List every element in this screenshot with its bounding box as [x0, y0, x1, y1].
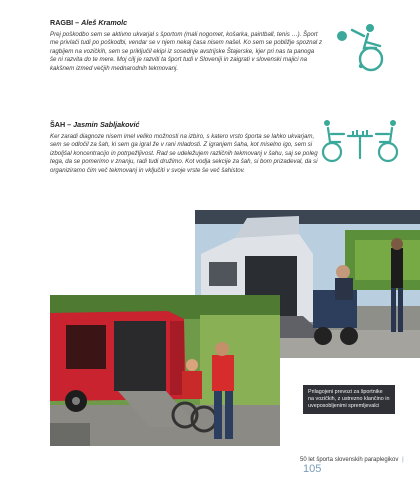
chess-heading-label: ŠAH –	[50, 120, 74, 129]
footer-text: 50 let športa slovenskih paraplegikov	[300, 457, 399, 463]
wheelchair-rugby-icon	[330, 22, 394, 74]
rugby-heading-label: RAGBI –	[50, 18, 82, 27]
page-number: 105	[303, 463, 322, 475]
chess-author: Jasmin Sabljaković	[73, 120, 140, 129]
page-footer	[300, 457, 420, 475]
rugby-heading	[50, 18, 127, 27]
chess-text: Ker zaradi diagnoze nisem imel veliko možnosti na izbiro, s katero vrsto športa se lahko ukvarjam, sem se odločil za šah, ki sem ga igral že v rani mladosti. Z igranjem šaha, kot miselno igo, sem si izboljšal koncentracijo in potrpežljivost. Rad se udeležujem različnih tekmovanj v šahu, saj se poleg tega, da se pomerimo v znanju, radi tudi družimo. Kot vodja sekcije za šah, si bom prizadeval, da si organiziramo čim več tekmovanj in vključiti v svoje vrste še več šahistov.	[50, 133, 318, 174]
rugby-author: Aleš Kramolc	[81, 18, 128, 27]
chess-heading	[50, 120, 140, 129]
footer-separator: |	[402, 457, 404, 463]
photo-red-van-ramp	[50, 295, 280, 446]
rugby-text: Prej poškodbo sem se aktivno ukvarjal s športom (mali nogomet, košarka, paintball, tenis …). Šport me privlači tudi po poškodbi, vendar se v njem nekaj časa nisem našel. Ko sem se pobližje spoznal z ragbijem na vozičkih, sem se priključil ekipi iz sosednje avstrijske Štajerske, kjer pri nas ta panoga še ni razvita do te mere. Moj cilj je razviti ta šport tudi v Sloveniji in zaigrati v slovenski majici na kakšnem izmed večjih mednarodnih tekmovanj.	[50, 31, 322, 72]
wheelchair-chess-icon	[320, 120, 400, 164]
photo-caption: Prilagojeni prevozi za športnike na vozičkih, z ustrezno klančino in uveposobljenimi spremljevalci	[303, 385, 395, 414]
